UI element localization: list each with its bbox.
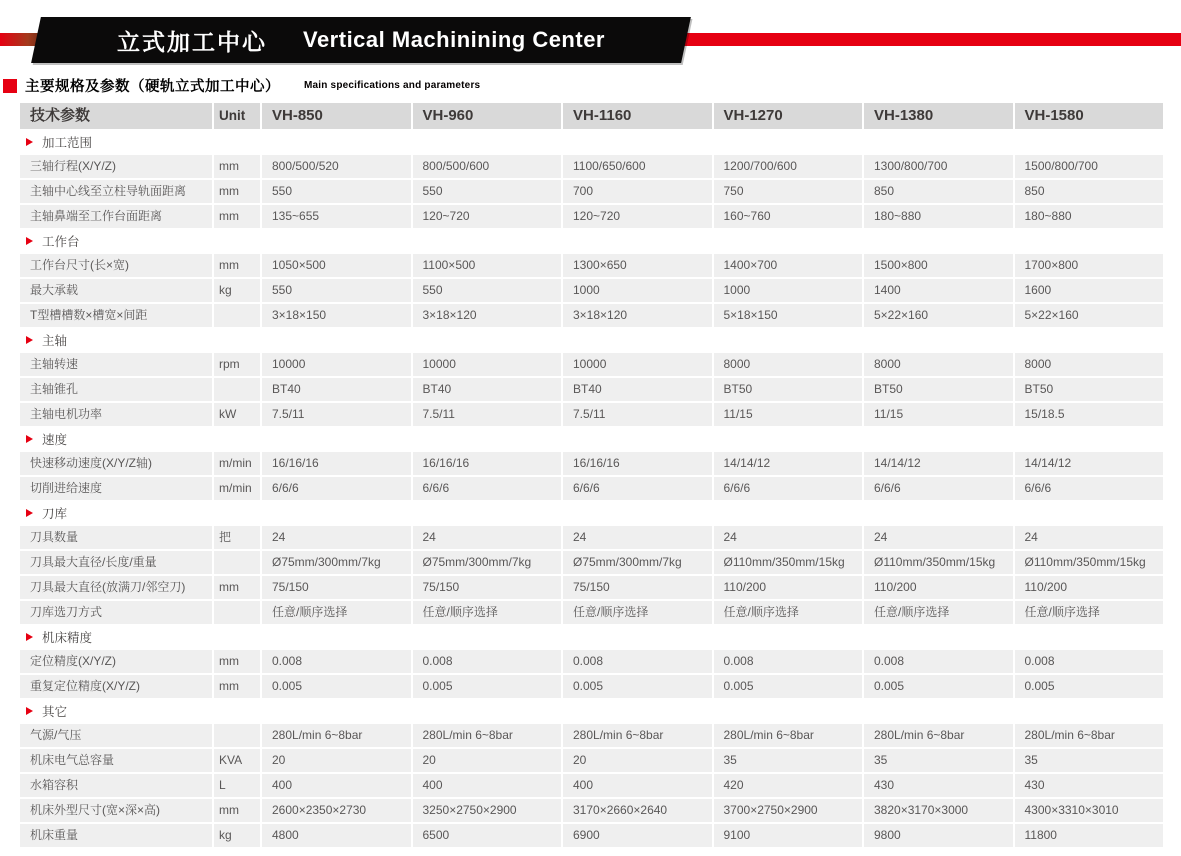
table-row xyxy=(20,774,1163,797)
banner-red-line xyxy=(600,33,1181,46)
value-cell: 20 xyxy=(413,749,562,772)
value-cell: 1100/650/600 xyxy=(563,155,712,178)
param-name-cell: 气源/气压 xyxy=(20,724,212,747)
section-arrow-icon xyxy=(26,237,33,245)
param-name-cell: 三轴行程(X/Y/Z) xyxy=(20,155,212,178)
value-cell: 20 xyxy=(262,749,411,772)
value-cell: 35 xyxy=(1015,749,1164,772)
value-cell: 24 xyxy=(262,526,411,549)
unit-cell: mm xyxy=(214,675,260,698)
table-row xyxy=(20,799,1163,822)
value-cell: BT40 xyxy=(563,378,712,401)
table-row xyxy=(20,601,1163,624)
value-cell: 6/6/6 xyxy=(563,477,712,500)
value-cell: 24 xyxy=(714,526,863,549)
param-name-cell: 水箱容积 xyxy=(20,774,212,797)
unit-cell: m/min xyxy=(214,477,260,500)
value-cell: BT50 xyxy=(864,378,1013,401)
value-cell: 0.005 xyxy=(714,675,863,698)
value-cell: 1300/800/700 xyxy=(864,155,1013,178)
table-row xyxy=(20,724,1163,747)
unit-cell xyxy=(214,724,260,747)
section-heading-marker-icon xyxy=(3,79,17,93)
value-cell: 1200/700/600 xyxy=(714,155,863,178)
value-cell: 160~760 xyxy=(714,205,863,228)
value-cell: 3820×3170×3000 xyxy=(864,799,1013,822)
value-cell: 16/16/16 xyxy=(413,452,562,475)
value-cell: 24 xyxy=(1015,526,1164,549)
value-cell: 任意/顺序选择 xyxy=(714,601,863,624)
value-cell: 280L/min 6~8bar xyxy=(262,724,411,747)
value-cell: 120~720 xyxy=(563,205,712,228)
value-cell: BT50 xyxy=(714,378,863,401)
value-cell: 15/18.5 xyxy=(1015,403,1164,426)
value-cell: 800/500/520 xyxy=(262,155,411,178)
value-cell: 110/200 xyxy=(864,576,1013,599)
table-row xyxy=(20,824,1163,847)
unit-cell xyxy=(214,601,260,624)
value-cell: 16/16/16 xyxy=(563,452,712,475)
unit-cell: kW xyxy=(214,403,260,426)
value-cell: 3250×2750×2900 xyxy=(413,799,562,822)
value-cell: 1600 xyxy=(1015,279,1164,302)
value-cell: 9100 xyxy=(714,824,863,847)
header-cell: VH-1380 xyxy=(864,103,1013,129)
param-name-cell: 刀具数量 xyxy=(20,526,212,549)
value-cell: 6/6/6 xyxy=(864,477,1013,500)
table-row xyxy=(20,576,1163,599)
value-cell: 10000 xyxy=(413,353,562,376)
value-cell: 6/6/6 xyxy=(714,477,863,500)
value-cell: 0.005 xyxy=(262,675,411,698)
value-cell: 75/150 xyxy=(262,576,411,599)
value-cell: 430 xyxy=(1015,774,1164,797)
value-cell: Ø110mm/350mm/15kg xyxy=(864,551,1013,574)
value-cell: 6900 xyxy=(563,824,712,847)
table-section-row xyxy=(20,329,1163,351)
value-cell: 0.005 xyxy=(864,675,1013,698)
value-cell: 400 xyxy=(563,774,712,797)
unit-cell: L xyxy=(214,774,260,797)
param-name-cell: 工作台尺寸(长×宽) xyxy=(20,254,212,277)
value-cell: 11800 xyxy=(1015,824,1164,847)
param-name-cell: 刀具最大直径/长度/重量 xyxy=(20,551,212,574)
param-name-cell: 机床重量 xyxy=(20,824,212,847)
section-title: 主轴 xyxy=(42,334,68,348)
value-cell: 1000 xyxy=(714,279,863,302)
value-cell: 6500 xyxy=(413,824,562,847)
value-cell: 5×22×160 xyxy=(864,304,1013,327)
header-cell: VH-960 xyxy=(413,103,562,129)
table-header-row xyxy=(20,103,1163,129)
value-cell: 8000 xyxy=(714,353,863,376)
table-row xyxy=(20,279,1163,302)
value-cell: 550 xyxy=(413,279,562,302)
unit-cell: kg xyxy=(214,279,260,302)
value-cell: 任意/顺序选择 xyxy=(563,601,712,624)
value-cell: 24 xyxy=(864,526,1013,549)
param-name-cell: 主轴锥孔 xyxy=(20,378,212,401)
value-cell: 420 xyxy=(714,774,863,797)
value-cell: 750 xyxy=(714,180,863,203)
unit-cell: mm xyxy=(214,254,260,277)
value-cell: 3700×2750×2900 xyxy=(714,799,863,822)
page-title-zh: 立式加工中心 xyxy=(116,28,267,55)
table-row xyxy=(20,155,1163,178)
unit-cell: 把 xyxy=(214,526,260,549)
value-cell: 任意/顺序选择 xyxy=(413,601,562,624)
section-heading xyxy=(3,75,480,96)
section-arrow-icon xyxy=(26,633,33,641)
value-cell: 0.005 xyxy=(1015,675,1164,698)
section-arrow-icon xyxy=(26,138,33,146)
section-arrow-icon xyxy=(26,336,33,344)
value-cell: 7.5/11 xyxy=(413,403,562,426)
value-cell: 任意/顺序选择 xyxy=(1015,601,1164,624)
section-arrow-icon xyxy=(26,435,33,443)
value-cell: 280L/min 6~8bar xyxy=(1015,724,1164,747)
spec-table xyxy=(20,103,1163,849)
param-name-cell: 快速移动速度(X/Y/Z轴) xyxy=(20,452,212,475)
value-cell: BT40 xyxy=(262,378,411,401)
value-cell: 180~880 xyxy=(864,205,1013,228)
value-cell: 10000 xyxy=(563,353,712,376)
value-cell: 0.008 xyxy=(262,650,411,673)
value-cell: 11/15 xyxy=(714,403,863,426)
value-cell: 700 xyxy=(563,180,712,203)
value-cell: 0.008 xyxy=(413,650,562,673)
section-heading-zh: 主要规格及参数（硬轨立式加工中心） xyxy=(25,79,280,95)
table-row xyxy=(20,304,1163,327)
value-cell: 5×22×160 xyxy=(1015,304,1164,327)
value-cell: 0.008 xyxy=(714,650,863,673)
table-row xyxy=(20,452,1163,475)
table-row xyxy=(20,675,1163,698)
value-cell: 8000 xyxy=(864,353,1013,376)
header-cell: VH-1580 xyxy=(1015,103,1164,129)
value-cell: 10000 xyxy=(262,353,411,376)
param-name-cell: 机床电气总容量 xyxy=(20,749,212,772)
value-cell: 8000 xyxy=(1015,353,1164,376)
value-cell: 1400×700 xyxy=(714,254,863,277)
header-cell: 技术参数 xyxy=(20,103,212,129)
value-cell: 6/6/6 xyxy=(413,477,562,500)
value-cell: 0.008 xyxy=(864,650,1013,673)
value-cell: 1400 xyxy=(864,279,1013,302)
value-cell: 16/16/16 xyxy=(262,452,411,475)
value-cell: 14/14/12 xyxy=(864,452,1013,475)
table-row xyxy=(20,551,1163,574)
unit-cell: mm xyxy=(214,155,260,178)
value-cell: 4800 xyxy=(262,824,411,847)
value-cell: 280L/min 6~8bar xyxy=(413,724,562,747)
param-name-cell: 刀库选刀方式 xyxy=(20,601,212,624)
value-cell: 120~720 xyxy=(413,205,562,228)
param-name-cell: 刀具最大直径(放满刀/邻空刀) xyxy=(20,576,212,599)
value-cell: 35 xyxy=(714,749,863,772)
value-cell: 1000 xyxy=(563,279,712,302)
unit-cell: mm xyxy=(214,799,260,822)
value-cell: 1500/800/700 xyxy=(1015,155,1164,178)
value-cell: Ø75mm/300mm/7kg xyxy=(563,551,712,574)
value-cell: 14/14/12 xyxy=(1015,452,1164,475)
value-cell: 0.005 xyxy=(563,675,712,698)
section-title: 刀库 xyxy=(42,507,68,521)
value-cell: 800/500/600 xyxy=(413,155,562,178)
value-cell: 6/6/6 xyxy=(262,477,411,500)
header-cell: VH-1270 xyxy=(714,103,863,129)
value-cell: 110/200 xyxy=(714,576,863,599)
value-cell: 1500×800 xyxy=(864,254,1013,277)
value-cell: Ø75mm/300mm/7kg xyxy=(413,551,562,574)
value-cell: 20 xyxy=(563,749,712,772)
value-cell: 280L/min 6~8bar xyxy=(714,724,863,747)
unit-cell: kg xyxy=(214,824,260,847)
page-title-en: Vertical Machinining Center xyxy=(302,27,605,52)
value-cell: 110/200 xyxy=(1015,576,1164,599)
unit-cell: m/min xyxy=(214,452,260,475)
unit-cell xyxy=(214,551,260,574)
value-cell: 550 xyxy=(413,180,562,203)
value-cell: 850 xyxy=(864,180,1013,203)
param-name-cell: 切削进给速度 xyxy=(20,477,212,500)
value-cell: 550 xyxy=(262,180,411,203)
table-section-row xyxy=(20,428,1163,450)
value-cell: 3170×2660×2640 xyxy=(563,799,712,822)
value-cell: 9800 xyxy=(864,824,1013,847)
param-name-cell: 主轴中心线至立柱导轨面距离 xyxy=(20,180,212,203)
value-cell: 850 xyxy=(1015,180,1164,203)
section-title: 其它 xyxy=(42,705,68,719)
value-cell: 1700×800 xyxy=(1015,254,1164,277)
value-cell: 0.005 xyxy=(413,675,562,698)
value-cell: BT40 xyxy=(413,378,562,401)
header-cell: VH-850 xyxy=(262,103,411,129)
value-cell: Ø110mm/350mm/15kg xyxy=(714,551,863,574)
title-banner xyxy=(31,17,691,63)
value-cell: 1050×500 xyxy=(262,254,411,277)
param-name-cell: 主轴鼻端至工作台面距离 xyxy=(20,205,212,228)
value-cell: Ø110mm/350mm/15kg xyxy=(1015,551,1164,574)
section-title: 机床精度 xyxy=(42,631,93,645)
unit-cell: mm xyxy=(214,205,260,228)
value-cell: 任意/顺序选择 xyxy=(864,601,1013,624)
param-name-cell: 定位精度(X/Y/Z) xyxy=(20,650,212,673)
value-cell: 24 xyxy=(563,526,712,549)
value-cell: 3×18×120 xyxy=(413,304,562,327)
value-cell: 7.5/11 xyxy=(262,403,411,426)
table-section-row xyxy=(20,626,1163,648)
value-cell: 430 xyxy=(864,774,1013,797)
param-name-cell: 主轴电机功率 xyxy=(20,403,212,426)
section-heading-en: Main specifications and parameters xyxy=(304,80,481,91)
table-row xyxy=(20,403,1163,426)
param-name-cell: 最大承载 xyxy=(20,279,212,302)
value-cell: 0.008 xyxy=(563,650,712,673)
table-row xyxy=(20,254,1163,277)
table-row xyxy=(20,749,1163,772)
value-cell: 135~655 xyxy=(262,205,411,228)
header-cell: Unit xyxy=(214,103,260,129)
value-cell: 35 xyxy=(864,749,1013,772)
header-cell: VH-1160 xyxy=(563,103,712,129)
value-cell: 24 xyxy=(413,526,562,549)
section-title: 工作台 xyxy=(42,235,80,249)
value-cell: 280L/min 6~8bar xyxy=(563,724,712,747)
table-row xyxy=(20,180,1163,203)
value-cell: 2600×2350×2730 xyxy=(262,799,411,822)
param-name-cell: 主轴转速 xyxy=(20,353,212,376)
value-cell: 14/14/12 xyxy=(714,452,863,475)
unit-cell xyxy=(214,378,260,401)
value-cell: 400 xyxy=(413,774,562,797)
param-name-cell: 重复定位精度(X/Y/Z) xyxy=(20,675,212,698)
value-cell: 0.008 xyxy=(1015,650,1164,673)
table-row xyxy=(20,378,1163,401)
table-section-row xyxy=(20,131,1163,153)
table-row xyxy=(20,526,1163,549)
unit-cell: mm xyxy=(214,576,260,599)
section-arrow-icon xyxy=(26,509,33,517)
value-cell: 180~880 xyxy=(1015,205,1164,228)
value-cell: Ø75mm/300mm/7kg xyxy=(262,551,411,574)
param-name-cell: T型槽槽数×槽宽×间距 xyxy=(20,304,212,327)
table-row xyxy=(20,353,1163,376)
value-cell: 75/150 xyxy=(563,576,712,599)
value-cell: 11/15 xyxy=(864,403,1013,426)
value-cell: 3×18×150 xyxy=(262,304,411,327)
table-section-row xyxy=(20,502,1163,524)
unit-cell: mm xyxy=(214,650,260,673)
unit-cell xyxy=(214,304,260,327)
table-section-row xyxy=(20,230,1163,252)
table-row xyxy=(20,650,1163,673)
value-cell: 550 xyxy=(262,279,411,302)
value-cell: 5×18×150 xyxy=(714,304,863,327)
value-cell: 7.5/11 xyxy=(563,403,712,426)
table-row xyxy=(20,205,1163,228)
section-title: 加工范围 xyxy=(42,136,93,150)
unit-cell: KVA xyxy=(214,749,260,772)
table-row xyxy=(20,477,1163,500)
value-cell: 6/6/6 xyxy=(1015,477,1164,500)
value-cell: 1100×500 xyxy=(413,254,562,277)
param-name-cell: 机床外型尺寸(宽×深×高) xyxy=(20,799,212,822)
unit-cell: mm xyxy=(214,180,260,203)
value-cell: 75/150 xyxy=(413,576,562,599)
value-cell: 3×18×120 xyxy=(563,304,712,327)
value-cell: 1300×650 xyxy=(563,254,712,277)
value-cell: BT50 xyxy=(1015,378,1164,401)
title-banner-inner xyxy=(36,17,686,63)
value-cell: 280L/min 6~8bar xyxy=(864,724,1013,747)
value-cell: 任意/顺序选择 xyxy=(262,601,411,624)
table-section-row xyxy=(20,700,1163,722)
value-cell: 4300×3310×3010 xyxy=(1015,799,1164,822)
unit-cell: rpm xyxy=(214,353,260,376)
value-cell: 400 xyxy=(262,774,411,797)
section-title: 速度 xyxy=(42,433,68,447)
section-arrow-icon xyxy=(26,707,33,715)
